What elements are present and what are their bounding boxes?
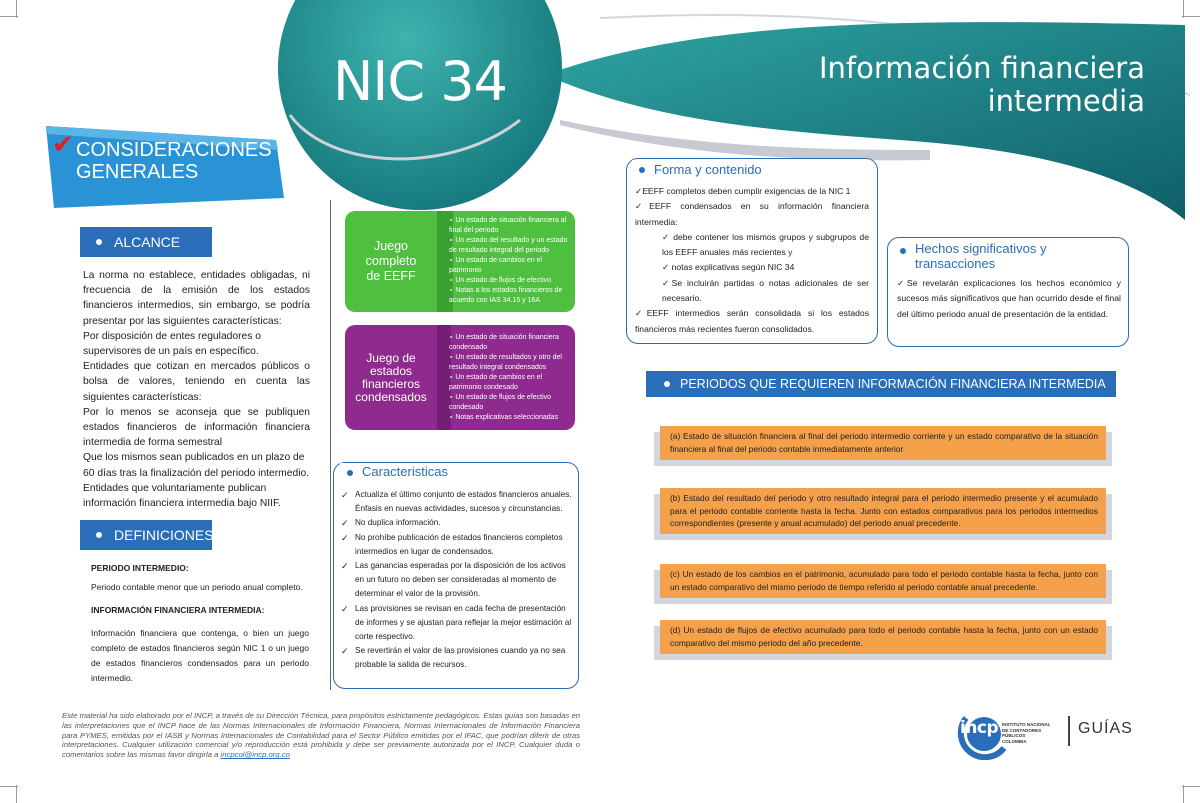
forma-label-text: Forma y contenido — [654, 162, 762, 177]
definicion-text: Información financiera que contenga, o bien un juego completo de estados financieros según NIC 1 o un juego de estados financieros condensados para un periodo intermedio. — [91, 628, 309, 683]
list-item: ✓EEFF intermedios serán consolidada si los estados financieros más recientes fueron consolidados. — [635, 308, 869, 334]
periodo-b — [660, 488, 1106, 534]
list-item: ✓EEFF completos deben cumplir exigencias de la NIC 1 — [635, 186, 851, 196]
juego-condensado-label — [345, 325, 437, 430]
alcance-label — [80, 227, 212, 257]
list-item-text: Las ganancias esperadas por la disposición de los activos en un futuro no deben ser consideradas al momento de determinar el valor de la provisión. — [355, 561, 566, 599]
check-icon: ✓ — [341, 532, 349, 543]
periodo-text: (c) Un estado de los cambios en el patrimonio, acumulado para todo el periodo contable hasta la fecha, junto con un estado comparativo del mismo periodo de tiempo referido al periodo contable anual precedente. — [670, 569, 1098, 592]
alcance-paragraph: Que los mismos sean publicados en un plazo de 60 días tras la finalización del periodo intermedio. — [83, 452, 310, 479]
check-icon: ✓ — [341, 561, 349, 572]
juego-condensado-items — [449, 333, 569, 423]
list-item: ∘ Un estado de flujos de efectivo — [449, 277, 552, 284]
footer-disclaimer — [62, 711, 580, 760]
alcance-paragraph: Entidades que cotizan en mercados públicos o bolsa de valores, teniendo en cuenta las siguientes características: — [83, 361, 310, 403]
periodos-label-text: PERIODOS QUE REQUIEREN INFORMACIÓN FINANCIERA INTERMEDIA — [680, 377, 1106, 391]
forma-list — [635, 184, 869, 337]
list-item — [341, 516, 573, 530]
crop-mark-bl2 — [0, 786, 18, 788]
periodo-a — [660, 426, 1106, 460]
list-item: ✓EEFF condensados en su información financiera intermedia: — [635, 201, 869, 227]
list-item-text: Las provisiones se revisan en cada fecha de presentación de informes y se ajustan para reflejar la mejor estimación al corte respectivo. — [355, 603, 572, 642]
check-icon: ✓ — [341, 603, 349, 614]
alcance-paragraph: Por lo menos se aconseja que se publiquen estados financieros de información financiera intermedia de forma semestral — [83, 406, 310, 449]
list-item: ✓ debe contener los mismos grupos y subgrupos de los EEFF anuales más recientes y — [662, 231, 869, 258]
bullet-icon — [664, 381, 670, 387]
logo-institute — [1002, 722, 1062, 744]
consideraciones-line1: CONSIDERACIONES — [76, 139, 272, 161]
list-item — [341, 644, 573, 672]
check-icon: ✓ — [341, 518, 349, 529]
nic-title: NIC 34 — [333, 50, 507, 113]
list-item: ∘ Un estado de situación financiera al final del periodo — [449, 217, 567, 234]
list-item: ✓Se incluirán partidas o notas adicionales de ser necesario. — [662, 277, 869, 304]
crop-mark-bl — [16, 785, 39, 803]
periodo-text: (d) Un estado de flujos de efectivo acumulado para todo el periodo contable hasta la fecha, junto con un estado comparativo del mismo periodo del año precedente. — [670, 625, 1098, 648]
alcance-label-text: ALCANCE — [114, 234, 181, 250]
periodo-d — [660, 620, 1106, 654]
hechos-label-l1: Hechos significativos y — [915, 241, 1047, 256]
alcance-paragraph: Por disposición de entes reguladores o supervisores de un país en específico. — [83, 330, 262, 358]
info-title-line1: Información financiera — [819, 51, 1145, 85]
bullet-icon — [900, 248, 906, 254]
hechos-label — [893, 241, 1055, 271]
list-item-text: No duplica información. — [355, 518, 441, 528]
definiciones-label — [80, 520, 212, 550]
info-title-line2: intermedia — [987, 84, 1145, 118]
info-title — [815, 52, 1145, 118]
consideraciones-title — [52, 129, 272, 183]
guias-label: GUÍAS — [1078, 720, 1133, 737]
check-icon: ✓ — [341, 490, 349, 500]
column-divider — [330, 200, 331, 690]
caracteristicas-label-text: Caracteristicas — [362, 464, 448, 479]
juego-condensado-label-l2: estados — [369, 363, 412, 378]
bullet-icon — [96, 239, 102, 245]
alcance-text — [83, 268, 310, 511]
list-item: ∘ Un estado de flujos de efectivo condesado — [449, 394, 552, 411]
crop-mark-br2 — [1182, 786, 1200, 788]
footer-email-link[interactable]: incpcol@incp.org.co — [220, 750, 290, 760]
juego-completo-label — [345, 211, 437, 312]
definicion-heading: INFORMACIÓN FINANCIERA INTERMEDIA: — [91, 605, 265, 615]
checkmark-icon: ✔ — [52, 129, 74, 159]
juego-condensado-box — [345, 325, 575, 430]
list-item: ✓ notas explicativas según NIC 34 — [662, 262, 795, 273]
alcance-paragraph: Entidades que voluntariamente publican información financiera intermedia bajo NIIF. — [83, 482, 282, 510]
bullet-icon — [347, 470, 353, 476]
logo-line2: DE CONTADORES PÚBLICOS — [1002, 727, 1042, 738]
logo-divider — [1068, 716, 1070, 746]
juego-condensado-label-l4: condensados — [355, 389, 427, 404]
forma-label — [632, 160, 770, 180]
list-item-text: No prohíbe publicación de estados financieros completos intermedios en lugar de condensados. — [355, 532, 563, 556]
juego-completo-box — [345, 211, 575, 312]
logo-line1: INSTITUTO NACIONAL — [1002, 722, 1051, 727]
bullet-icon — [96, 532, 102, 538]
periodo-text: (b) Estado del resultado del periodo y otro resultado integral para el periodo intermedio presente y el acumulado para el periodo contable corriente hasta la fecha. Junto con estados comparativos para los periodos intermedios correspondientes (presente y anual acumulado) del periodo anual precedente. — [670, 493, 1098, 529]
juego-completo-label-l1: Juego — [373, 239, 409, 253]
definiciones-label-text: DEFINICIONES — [114, 527, 214, 543]
periodo-c — [660, 564, 1106, 598]
list-item-text: Se revertirán el valor de las provisiones cuando ya no sea probable la salida de recursos. — [355, 646, 566, 670]
hechos-label-l2: transacciones — [915, 256, 996, 271]
list-item-text: Actualiza el último conjunto de estados financieros anuales. Énfasis en nuevas actividades, sucesos y circunstancias. — [355, 490, 572, 514]
list-item: ∘ Un estado de situación financiera condensado — [449, 334, 559, 351]
caracteristicas-list — [341, 488, 573, 673]
caracteristicas-label — [340, 463, 456, 483]
list-item: ∘ Un estado del resultado y un estado de resultado integral del periodo — [449, 237, 568, 254]
list-item — [341, 602, 573, 645]
logo-brand: incp — [960, 718, 999, 738]
alcance-paragraph: La norma no establece, entidades obligadas, ni frecuencia de la emisión de los estados financieros intermedios, sin embargo, se podría presentar por las siguientes características: — [83, 270, 310, 327]
logo-line3: COLOMBIA — [1002, 738, 1027, 744]
definicion-heading: PERIODO INTERMEDIO: — [91, 563, 189, 573]
periodo-text: (a) Estado de situación financiera al final del periodo intermedio corriente y un estado comparativo de la situación financiera al final del periodo contable inmediatamente anterior — [670, 431, 1098, 454]
list-item: ∘ Notas a los estados financieros de acuerdo con IAS 34.15 y 16A — [449, 287, 563, 304]
footer-text: Este material ha sido elaborado por el INCP, a través de su Dirección Técnica, para propósitos estrictamente pedagógicos. Estas guías son basadas en las interpretaciones que el INCP hace de las Normas Internacionales de Información Financiera, Normas Internacionales de Información Financiera para PYMES, emitidas por el IASB y Normas Internacionales de Contabilidad para el Sector Público emitidas por el IFAC, que podrían diferir de otras interpretaciones. Cualquier utilización comercial y/o reproducción está prohibida y debe ser previamente autorizada por el INCP. Cualquier duda o comentarios sobre las mismas favor dirigirla a — [62, 711, 580, 760]
list-item — [341, 559, 573, 602]
juego-completo-label-l3: de EEFF — [366, 269, 416, 283]
list-item: ∘ Un estado de cambios en el patrimonio condesado — [449, 374, 543, 391]
definicion-text: Periodo contable menor que un periodo anual completo. — [91, 582, 303, 592]
bullet-icon — [639, 167, 645, 173]
juego-completo-label-l2: completo — [365, 254, 417, 268]
consideraciones-line2: GENERALES — [76, 161, 199, 183]
check-icon: ✓ — [341, 646, 349, 657]
list-item — [341, 531, 573, 559]
juego-condensado-label-l1: Juego de — [366, 350, 416, 365]
list-item — [341, 488, 573, 516]
list-item: ∘ Notas explicativas seleccionadas — [449, 414, 559, 421]
list-item: ∘ Un estado de resultados y otro del resultado integral condensados — [449, 354, 562, 371]
periodos-label — [646, 371, 1116, 397]
hechos-text: ✓Se revelarán explicaciones los hechos económico y sucesos más significativos que han ocurrido desde el final del último periodo anual de presentación de la entidad. — [897, 278, 1121, 319]
juego-completo-items — [449, 216, 569, 306]
list-item: ∘ Un estado de cambios en el patrimonio — [449, 257, 543, 274]
juego-condensado-label-l3: financieros — [361, 376, 420, 391]
